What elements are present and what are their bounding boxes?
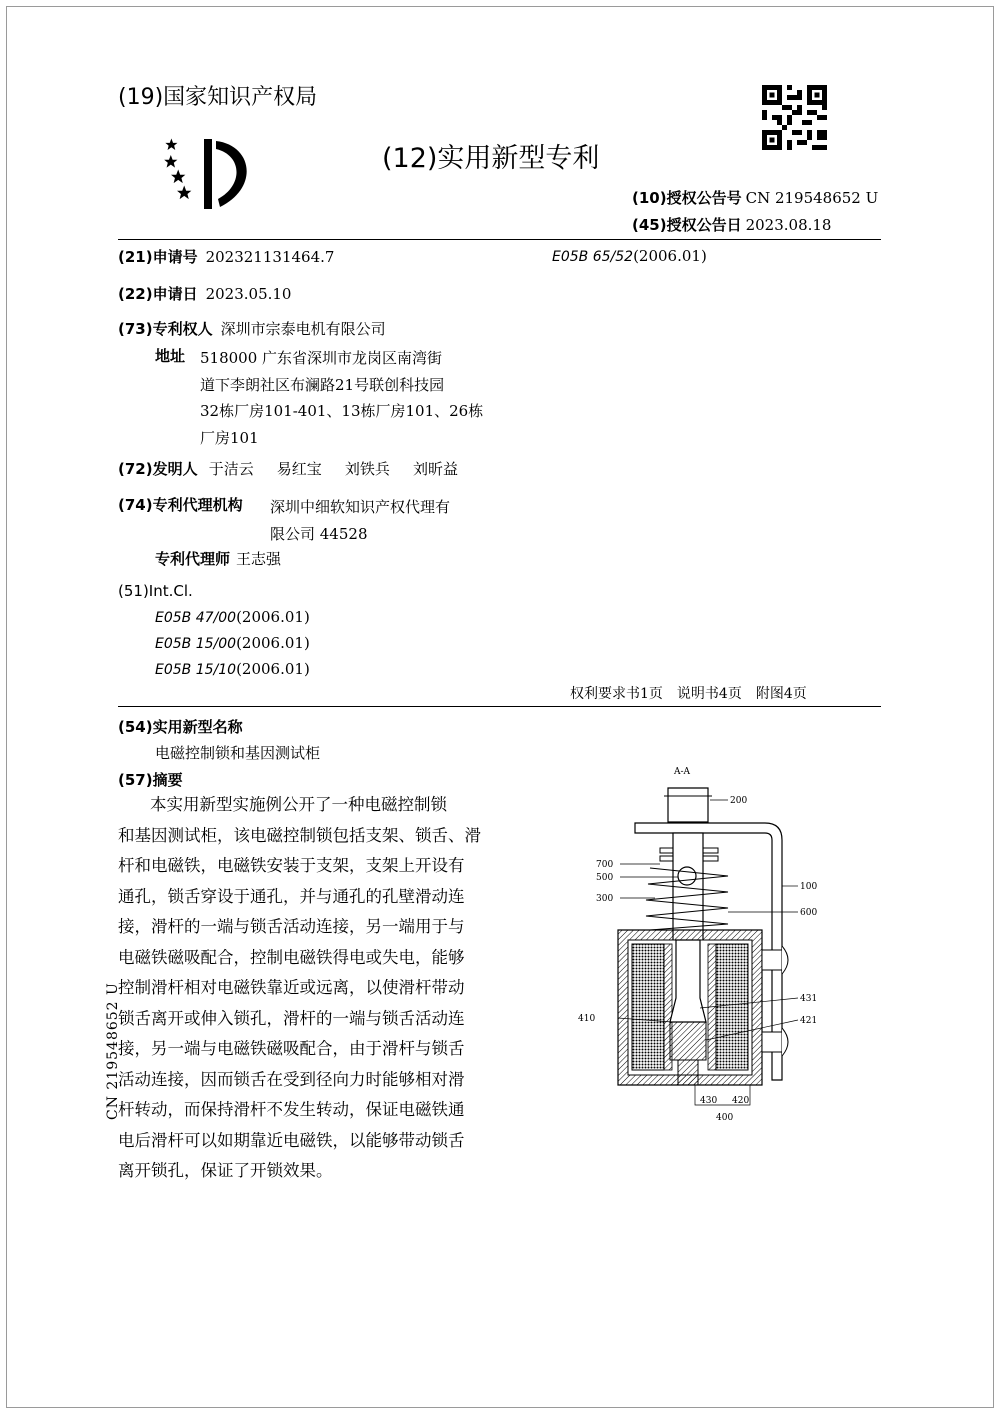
qr-code-icon (762, 85, 827, 150)
label-410: 410 (578, 1014, 596, 1024)
cnipa-logo (160, 135, 265, 215)
pub-number-row (632, 187, 878, 208)
label-300: 300 (596, 894, 614, 904)
label-420: 420 (732, 1096, 750, 1106)
app-no-row (118, 246, 334, 267)
abstract-line: 接，另一端与电磁铁磁吸配合，由于滑杆与锁舌 (118, 1039, 465, 1058)
pub-no-label: (10)授权公告号 (632, 189, 742, 207)
intcl-item: E05B 15/00(2006.01) (155, 634, 310, 652)
filing-date-row (118, 283, 291, 304)
pub-no-value: CN 219548652 U (745, 189, 879, 207)
address-line: 32栋厂房101-401、13栋厂房101、26栋 (200, 402, 484, 420)
abstract-label: (57)摘要 (118, 771, 183, 789)
ipc-main-ver: (2006.01) (633, 247, 707, 265)
agent-value: 王志强 (236, 550, 282, 568)
intcl-item: E05B 15/10(2006.01) (155, 660, 310, 678)
abstract-line: 离开锁孔，保证了开锁效果。 (118, 1161, 333, 1180)
biblio-rule (118, 706, 881, 707)
header-rule (118, 239, 881, 240)
label-421: 421 (800, 1016, 818, 1026)
agency-line: 深圳中细软知识产权代理有 (270, 498, 451, 516)
app-no-value: 202321131464.7 (205, 248, 335, 266)
inventors-label: (72)发明人 (118, 460, 198, 478)
pub-date-value: 2023.08.18 (745, 216, 832, 234)
agency-block (270, 494, 450, 548)
filing-date-label: (22)申请日 (118, 285, 198, 303)
abstract-line: 电后滑杆可以如期靠近电磁铁，以能够带动锁舌 (118, 1130, 465, 1150)
label-100: 100 (800, 882, 818, 892)
patentee-row (118, 318, 386, 339)
pub-date-label: (45)授权公告日 (632, 216, 742, 234)
abstract-line: 通孔，锁舌穿设于通孔，并与通孔的孔壁滑动连 (118, 886, 465, 906)
intcl-list (155, 604, 310, 682)
page-frame (6, 6, 994, 1408)
ipc-main-code: E05B 65/52 (552, 249, 634, 265)
intcl-label: (51)Int.Cl. (118, 582, 193, 600)
agency-label: (74)专利代理机构 (118, 496, 243, 514)
label-200: 200 (730, 796, 748, 806)
pages-summary: 权利要求书1页 说明书4页 附图4页 (570, 686, 807, 702)
ipc-main (552, 246, 707, 265)
app-no-label: (21)申请号 (118, 248, 198, 266)
label-700: 700 (596, 860, 614, 870)
intcl-item: E05B 47/00(2006.01) (155, 608, 310, 626)
inventor: 刘铁兵 (344, 460, 390, 478)
abstract-line: 活动连接，因而锁舌在受到径向力时能够相对滑 (118, 1069, 465, 1089)
abstract-line: 和基因测试柜，该电磁控制锁包括支架、锁舌、滑 (118, 825, 481, 845)
abstract-line: 杆和电磁铁，电磁铁安装于支架，支架上开设有 (118, 856, 465, 875)
side-publication-number: CN 219548652 U (105, 982, 121, 1120)
agent-label: 专利代理师 (155, 550, 231, 568)
patentee-label: (73)专利权人 (118, 320, 213, 338)
abstract-line: 电磁铁磁吸配合，控制电磁铁得电或失电，能够 (118, 947, 465, 967)
title-label: (54)实用新型名称 (118, 718, 243, 736)
label-500: 500 (596, 873, 614, 883)
address-line: 厂房101 (200, 428, 259, 447)
abstract-line: 接，滑杆的一端与锁舌活动连接，另一端用于与 (118, 917, 465, 936)
address-label: 地址 (155, 347, 186, 365)
pub-date-row (632, 214, 831, 235)
agency-line: 限公司 44528 (270, 525, 368, 543)
inventor: 于洁云 (208, 460, 254, 478)
label-430: 430 (700, 1096, 718, 1106)
lock-section-drawing (560, 760, 860, 1140)
inventor: 刘昕益 (413, 460, 459, 478)
doc-type: (12)实用新型专利 (382, 143, 600, 174)
abstract-line: 本实用新型实施例公开了一种电磁控制锁 (150, 795, 447, 814)
section-label: A-A (674, 767, 691, 777)
abstract-line: 锁舌离开或伸入锁孔，滑杆的一端与锁舌活动连 (118, 1008, 465, 1028)
filing-date-value: 2023.05.10 (205, 285, 292, 303)
label-400: 400 (716, 1113, 734, 1123)
inventor: 易红宝 (276, 460, 322, 478)
inventors-row (118, 458, 458, 479)
address-line: 道下李朗社区布澜路21号联创科技园 (200, 375, 445, 394)
label-431: 431 (800, 994, 818, 1004)
abstract-text (118, 790, 490, 1187)
abstract-line: 控制滑杆相对电磁铁靠近或远离，以使滑杆带动 (118, 978, 465, 997)
agent-row (155, 548, 281, 569)
abstract-line: 杆转动，而保持滑杆不发生转动，保证电磁铁通 (118, 1100, 465, 1119)
patentee-value: 深圳市宗泰电机有限公司 (220, 320, 386, 338)
address-line: 518000 广东省深圳市龙岗区南湾街 (200, 349, 443, 367)
label-600: 600 (800, 908, 818, 918)
office-name: (19)国家知识产权局 (118, 85, 318, 110)
address-block (200, 345, 483, 451)
utility-model-title: 电磁控制锁和基因测试柜 (155, 744, 321, 762)
